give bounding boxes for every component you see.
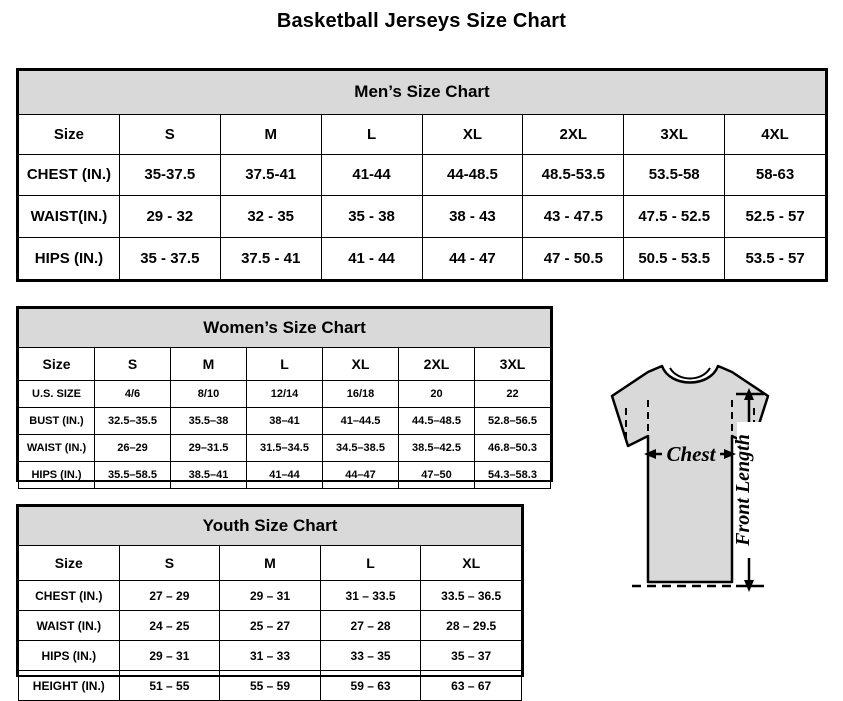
column-header-3xl: 3XL [475, 348, 551, 381]
column-header-l: L [247, 348, 323, 381]
cell-bust-xl: 41–44.5 [323, 408, 399, 435]
table-row [19, 238, 826, 280]
cell-hips-xl: 44 - 47 [422, 238, 523, 280]
table-row [19, 196, 826, 238]
cell-hips-m: 31 – 33 [220, 641, 321, 671]
table-row [19, 408, 551, 435]
row-label-hips: HIPS (IN.) [19, 238, 120, 280]
womens-chart-title: Women’s Size Chart [19, 309, 551, 348]
row-label-waist: WAIST (IN.) [19, 435, 95, 462]
table-row [19, 435, 551, 462]
row-label-us-size: U.S. SIZE [19, 381, 95, 408]
cell-chest-l: 31 – 33.5 [320, 581, 421, 611]
cell-hips-3xl: 54.3–58.3 [475, 462, 551, 489]
cell-ussize-m: 8/10 [171, 381, 247, 408]
table-caption-row [19, 507, 522, 546]
cell-height-l: 59 – 63 [320, 671, 421, 701]
cell-ussize-2xl: 20 [399, 381, 475, 408]
column-header-xl: XL [421, 546, 522, 581]
cell-bust-l: 38–41 [247, 408, 323, 435]
youth-chart-title: Youth Size Chart [19, 507, 522, 546]
row-label-hips: HIPS (IN.) [19, 641, 120, 671]
cell-hips-m: 38.5–41 [171, 462, 247, 489]
column-header-m: M [171, 348, 247, 381]
cell-height-m: 55 – 59 [220, 671, 321, 701]
mens-size-table [18, 70, 826, 280]
cell-waist-xl: 34.5–38.5 [323, 435, 399, 462]
column-header-4xl: 4XL [725, 114, 826, 154]
cell-chest-m: 29 – 31 [220, 581, 321, 611]
cell-chest-l: 41-44 [321, 154, 422, 196]
column-header-m: M [220, 546, 321, 581]
cell-waist-m: 29–31.5 [171, 435, 247, 462]
cell-waist-3xl: 47.5 - 52.5 [624, 196, 725, 238]
row-label-bust: BUST (IN.) [19, 408, 95, 435]
cell-hips-xl: 35 – 37 [421, 641, 522, 671]
cell-hips-l: 41 - 44 [321, 238, 422, 280]
cell-height-s: 51 – 55 [119, 671, 220, 701]
row-label-waist: WAIST (IN.) [19, 611, 120, 641]
row-label-hips: HIPS (IN.) [19, 462, 95, 489]
table-row [19, 581, 522, 611]
cell-waist-xl: 28 – 29.5 [421, 611, 522, 641]
table-caption-row [19, 309, 551, 348]
cell-waist-m: 32 - 35 [220, 196, 321, 238]
column-header-size: Size [19, 348, 95, 381]
cell-bust-s: 32.5–35.5 [95, 408, 171, 435]
womens-size-chart [16, 306, 553, 482]
cell-waist-2xl: 43 - 47.5 [523, 196, 624, 238]
cell-chest-4xl: 58-63 [725, 154, 826, 196]
column-header-xl: XL [323, 348, 399, 381]
cell-chest-s: 27 – 29 [119, 581, 220, 611]
column-header-l: L [321, 114, 422, 154]
table-row [19, 381, 551, 408]
cell-waist-l: 35 - 38 [321, 196, 422, 238]
cell-hips-4xl: 53.5 - 57 [725, 238, 826, 280]
column-header-s: S [95, 348, 171, 381]
cell-hips-s: 35 - 37.5 [119, 238, 220, 280]
cell-chest-3xl: 53.5-58 [624, 154, 725, 196]
mens-chart-title: Men’s Size Chart [19, 71, 826, 115]
cell-bust-3xl: 52.8–56.5 [475, 408, 551, 435]
cell-waist-xl: 38 - 43 [422, 196, 523, 238]
cell-waist-4xl: 52.5 - 57 [725, 196, 826, 238]
cell-chest-xl: 33.5 – 36.5 [421, 581, 522, 611]
cell-hips-xl: 44–47 [323, 462, 399, 489]
row-label-chest: CHEST (IN.) [19, 581, 120, 611]
table-row [19, 462, 551, 489]
cell-hips-s: 29 – 31 [119, 641, 220, 671]
front-length-label: Front Length [732, 434, 754, 546]
cell-ussize-xl: 16/18 [323, 381, 399, 408]
cell-chest-xl: 44-48.5 [422, 154, 523, 196]
column-header-xl: XL [422, 114, 523, 154]
table-header-row [19, 546, 522, 581]
row-label-height: HEIGHT (IN.) [19, 671, 120, 701]
cell-waist-l: 31.5–34.5 [247, 435, 323, 462]
cell-hips-3xl: 50.5 - 53.5 [624, 238, 725, 280]
column-header-2xl: 2XL [523, 114, 624, 154]
table-caption-row [19, 71, 826, 115]
cell-waist-s: 24 – 25 [119, 611, 220, 641]
page-title: Basketball Jerseys Size Chart [276, 10, 567, 32]
table-row [19, 154, 826, 196]
column-header-s: S [119, 114, 220, 154]
table-row [19, 611, 522, 641]
cell-chest-s: 35-37.5 [119, 154, 220, 196]
column-header-m: M [220, 114, 321, 154]
column-header-size: Size [19, 114, 120, 154]
row-label-chest: CHEST (IN.) [19, 154, 120, 196]
cell-waist-s: 26–29 [95, 435, 171, 462]
cell-hips-l: 41–44 [247, 462, 323, 489]
cell-chest-m: 37.5-41 [220, 154, 321, 196]
column-header-l: L [320, 546, 421, 581]
cell-hips-l: 33 – 35 [320, 641, 421, 671]
cell-ussize-s: 4/6 [95, 381, 171, 408]
mens-size-chart [16, 68, 828, 282]
cell-chest-2xl: 48.5-53.5 [523, 154, 624, 196]
cell-waist-2xl: 38.5–42.5 [399, 435, 475, 462]
cell-waist-m: 25 – 27 [220, 611, 321, 641]
cell-hips-s: 35.5–58.5 [95, 462, 171, 489]
youth-size-table [18, 506, 522, 701]
womens-size-table [18, 308, 551, 489]
table-row [19, 671, 522, 701]
chest-label: Chest [666, 442, 716, 466]
cell-hips-m: 37.5 - 41 [220, 238, 321, 280]
column-header-3xl: 3XL [624, 114, 725, 154]
cell-waist-l: 27 – 28 [320, 611, 421, 641]
cell-ussize-l: 12/14 [247, 381, 323, 408]
table-header-row [19, 348, 551, 381]
cell-hips-2xl: 47–50 [399, 462, 475, 489]
cell-waist-s: 29 - 32 [119, 196, 220, 238]
row-label-waist: WAIST(IN.) [19, 196, 120, 238]
column-header-size: Size [19, 546, 120, 581]
cell-hips-2xl: 47 - 50.5 [523, 238, 624, 280]
cell-ussize-3xl: 22 [475, 381, 551, 408]
column-header-s: S [119, 546, 220, 581]
cell-height-xl: 63 – 67 [421, 671, 522, 701]
table-header-row [19, 114, 826, 154]
cell-waist-3xl: 46.8–50.3 [475, 435, 551, 462]
cell-bust-m: 35.5–38 [171, 408, 247, 435]
table-row [19, 641, 522, 671]
column-header-2xl: 2XL [399, 348, 475, 381]
youth-size-chart [16, 504, 524, 693]
cell-bust-2xl: 44.5–48.5 [399, 408, 475, 435]
jersey-measurement-diagram [540, 350, 840, 680]
